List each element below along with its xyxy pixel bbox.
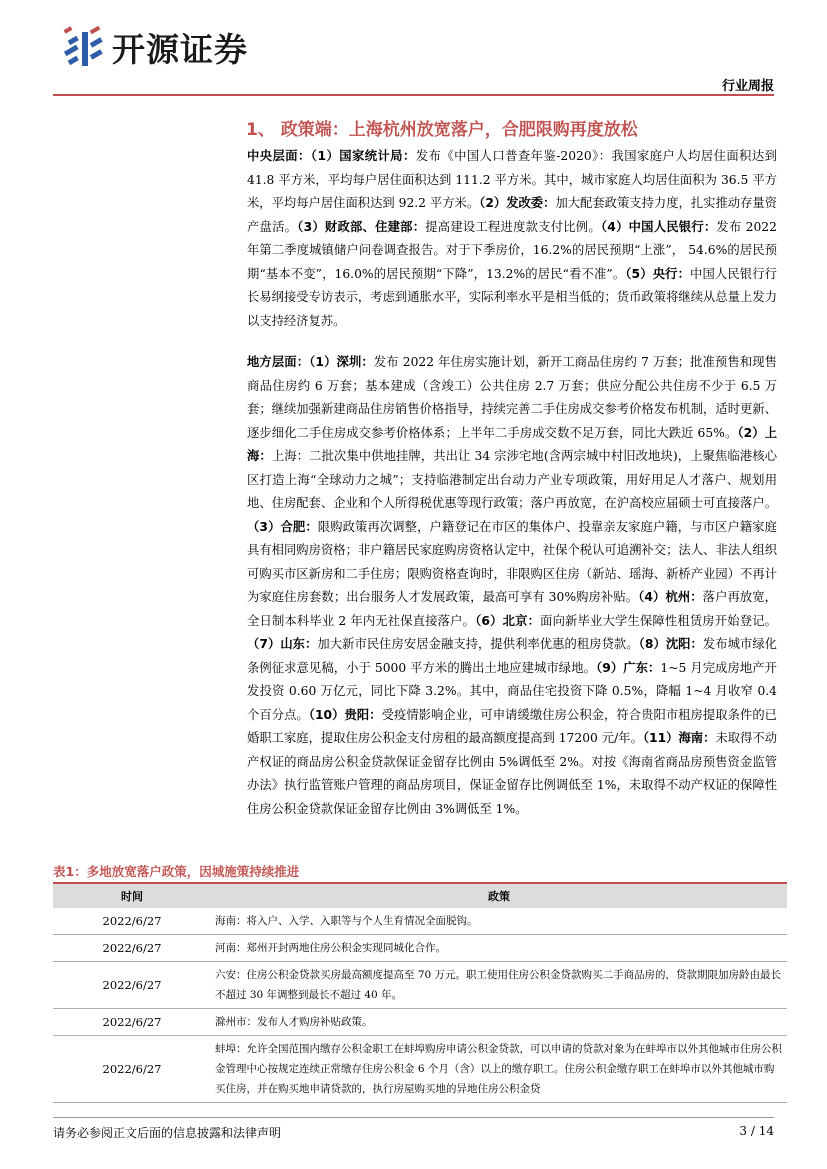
item-text: 限购政策再次调整，户籍登记在市区的集体户、投靠亲友家庭户籍，与市区户籍家庭具有相同购房资格；非户籍居民家庭购房资格认定中，社保个税认可追溯补交；法人、非法人组织可购买市区新房和二手住房；限购资格查询时，非限购区住房（新站、瑶海、新桥产业园）不再计为家庭住房套数；出台服务人才发展政策，最高可享有 30%购房补贴。 (247, 519, 777, 604)
row-policy: 海南：将入户、入学、入职等与个人生育情况全面脱钩。 (211, 908, 787, 935)
table-row (53, 1009, 787, 1036)
item-text: 发布 2022 年第二季度城镇储户问卷调查报告。对于下季房价，16.2%的居民预期“上涨”， 54.6%的居民预期“基本不变”，16.0%的居民预期“下降”，13.2%的居民“看不准”。 (247, 219, 777, 281)
page-number: 3 / 14 (739, 1124, 774, 1138)
item-text: 受疫情影响企业，可申请缓缴住房公积金，符合贵阳市租房提取条件的已婚职工家庭，提取住房公积金支付房租的最高额度提高到 17200 元/年。 (247, 707, 777, 745)
header-divider (53, 94, 774, 96)
column-header-policy: 政策 (211, 883, 787, 908)
item-label: （2）上海： (247, 425, 777, 463)
item-label: （5）央行： (625, 266, 691, 281)
item-text: 1~5 月完成房地产开发投资 0.60 万亿元，同比下降 3.2%。其中，商品住宅投资下降 0.5%，降幅 1~4 月收窄 0.4 个百分点。 (247, 660, 777, 722)
item-text: 加大新市民住房安居金融支持，提供利率优惠的租房贷款。 (317, 637, 639, 651)
row-date: 2022/6/27 (53, 935, 211, 962)
table-caption: 表1：多地放宽落户政策，因城施策持续推进 (53, 864, 300, 879)
item-label: （11）海南： (642, 731, 716, 745)
row-policy: 蚌埠：允许全国范围内缴存公积金职工在蚌埠购房申请公积金贷款，可以申请的贷款对象为在蚌埠市以外其他城市住房公积金管理中心按规定连续正常缴存住房公积金 6 个月（含）以上的缴存职工。住房公积金缴存职工在蚌埠市以外其他城市购买住房，并在购买地申请贷款的，执行房屋购买地的异地住房公积金贷 (211, 1036, 787, 1103)
item-text: 落户再放宽，全日制本科毕业 2 年内无社保直接落户。 (247, 590, 777, 628)
table-row (53, 962, 787, 1009)
table-row (53, 1036, 787, 1103)
brand-name: 开源证券 (112, 29, 248, 69)
item-label: （8）沈阳： (638, 637, 703, 651)
row-policy: 六安：住房公积金贷款买房最高额度提高至 70 万元。职工使用住房公积金贷款购买二手商品房的，贷款期限加房龄由最长不超过 30 年调整到最长不超过 40 年。 (211, 962, 787, 1009)
item-text: 提高建设工程进度款支付比例。 (425, 219, 601, 234)
brand-logo (62, 22, 312, 72)
item-text: 上海：二批次集中供地挂牌，共出让 34 宗涉宅地(含两宗城中村旧改地块)，上聚焦临港核心区打造上海“全球动力之城”；支持临港制定出台动力产业专项政策，用好用足人才落户、规划用地、住房配套、企业和个人所得税优惠等现行政策；落户再放宽，在沪高校应届硕士可直接落户。 (247, 449, 777, 510)
row-date: 2022/6/27 (53, 1036, 211, 1103)
paragraph-label: 中央层面： (247, 149, 311, 163)
column-header-time: 时间 (53, 883, 211, 908)
row-policy: 河南：郑州开封两地住房公积金实现同城化合作。 (211, 935, 787, 962)
item-text: 中国人民银行行长易纲接受专访表示，考虑到通胀水平，实际利率水平是相当低的；货币政策将继续从总量上发力以支持经济复苏。 (247, 266, 777, 328)
item-label: （9）广东： (595, 660, 661, 675)
report-type-label: 行业周报 (721, 79, 774, 94)
page-header (0, 0, 827, 95)
policy-table (53, 882, 787, 1103)
item-label: （2）发改委： (479, 196, 556, 210)
item-text: 未取得不动产权证的商品房公积金贷款保证金留存比例由 5%调低至 2%。对按《海南省商品房预售资金监管办法》执行监管账户管理的商品房项目，保证金留存比例调低至 1%，未取得不动产权证的保障性住房公积金贷款保证金留存比例由 3%调低至 1%。 (247, 731, 777, 816)
item-text: 面向新毕业大学生保障性租赁房开始登记。 (540, 613, 777, 628)
table-row (53, 935, 787, 962)
item-label: （1）深圳： (309, 355, 374, 369)
central-policy-paragraph (247, 145, 777, 333)
item-text: 加大配套政策支持力度，扎实推动存量资产盘活。 (247, 196, 777, 234)
item-text: 发布 2022 年住房实施计划，新开工商品住房约 7 万套；批准预售和现售商品住房约 6 万套；基本建成（含竣工）公共住房 2.7 万套；供应分配公共住房不少于 6.5 万套；继续加强新建商品住房销售价格指导，持续完善二手住房成交参考价格发布机制，适时更新、逐步细化二手住房成交参考价格体系；上半年二手房成交数不足万套，同比大跌近 65%。 (247, 355, 777, 440)
section-title: 1、 政策端：上海杭州放宽落户，合肥限购再度放松 (246, 120, 638, 140)
item-label: （4）中国人民银行： (600, 219, 717, 234)
table-header-row (53, 883, 787, 908)
item-text: 发布《中国人口普查年鉴-2020》：我国家庭户人均居住面积达到 41.8 平方米，平均每户居住面积达到 111.2 平方米。其中，城市家庭人均居住面积为 36.5 平方米，平均每户居住面积达到 92.2 平方米。 (247, 149, 777, 210)
item-label: （10）贵阳： (308, 707, 382, 722)
local-policy-paragraph (247, 351, 777, 821)
item-label: （7）山东： (247, 637, 318, 651)
item-label: （3）财政部、住建部： (297, 219, 426, 234)
brand-logo-icon (62, 24, 104, 70)
item-text: 发布城市绿化条例征求意见稿，小于 5000 平方米的腾出土地应建城市绿地。 (247, 637, 777, 675)
item-label: （3）合肥： (247, 519, 318, 534)
row-date: 2022/6/27 (53, 908, 211, 935)
paragraph-label: 地方层面： (247, 355, 310, 369)
table-row (53, 908, 787, 935)
row-date: 2022/6/27 (53, 1009, 211, 1036)
footer-divider (53, 1117, 774, 1118)
row-policy: 滁州市：发布人才购房补贴政策。 (211, 1009, 787, 1036)
row-date: 2022/6/27 (53, 962, 211, 1009)
item-label: （4）杭州： (638, 590, 703, 604)
item-label: （1）国家统计局： (310, 149, 416, 163)
footer-disclaimer: 请务必参阅正文后面的信息披露和法律声明 (53, 1126, 282, 1140)
item-label: （6）北京： (475, 613, 541, 628)
